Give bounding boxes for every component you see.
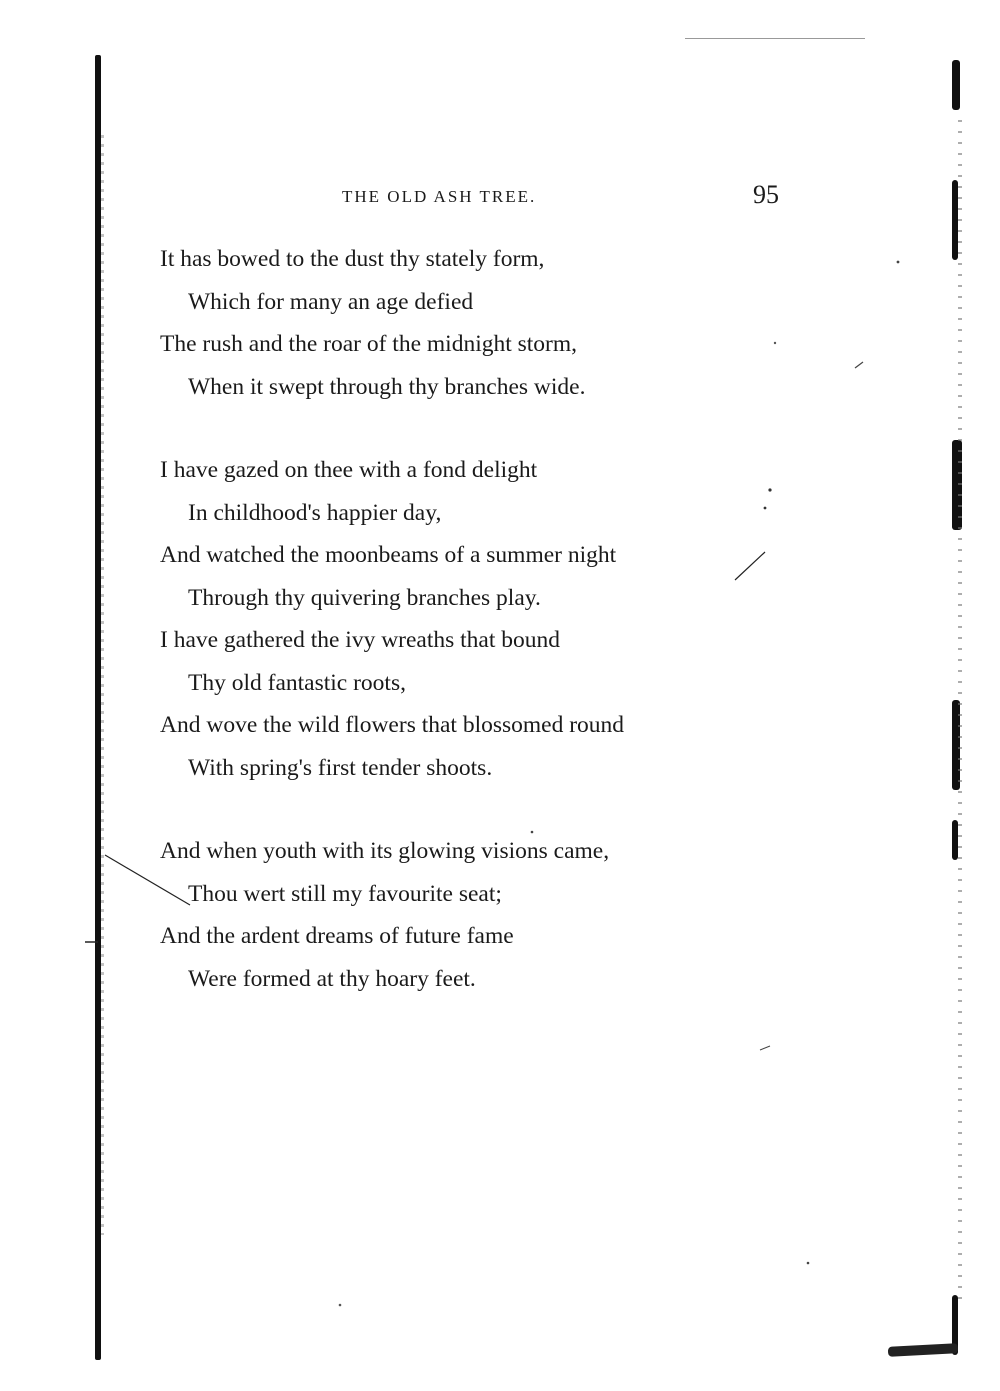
poem-line: Were formed at thy hoary feet. <box>188 965 476 992</box>
stanza <box>160 830 780 1000</box>
poem-line: In childhood's happier day, <box>188 499 442 526</box>
running-title: THE OLD ASH TREE. <box>342 187 537 206</box>
stanza <box>160 449 780 789</box>
poem-line: And the ardent dreams of future fame <box>160 923 514 949</box>
poem-line: And watched the moonbeams of a summer night <box>160 542 617 568</box>
poem-line: And wove the wild flowers that blossomed round <box>160 712 625 738</box>
poem-line: When it swept through thy branches wide. <box>188 373 586 400</box>
running-head <box>160 182 790 222</box>
poem-line: With spring's first tender shoots. <box>188 754 493 781</box>
poem-line: Which for many an age defied <box>188 288 474 315</box>
poem-line: The rush and the roar of the midnight storm, <box>160 331 578 357</box>
poem <box>160 238 780 1041</box>
poem-line: And when youth with its glowing visions came, <box>160 838 610 864</box>
poem-line: Through thy quivering branches play. <box>188 584 541 611</box>
poem-line: Thy old fantastic roots, <box>188 669 406 696</box>
poem-line: I have gazed on thee with a fond delight <box>160 457 538 483</box>
poem-line: I have gathered the ivy wreaths that bound <box>160 627 561 653</box>
poem-line: Thou wert still my favourite seat; <box>188 880 502 907</box>
stanza <box>160 238 780 408</box>
poem-line: It has bowed to the dust thy stately form, <box>160 246 545 272</box>
page-number: 95 <box>753 180 779 209</box>
